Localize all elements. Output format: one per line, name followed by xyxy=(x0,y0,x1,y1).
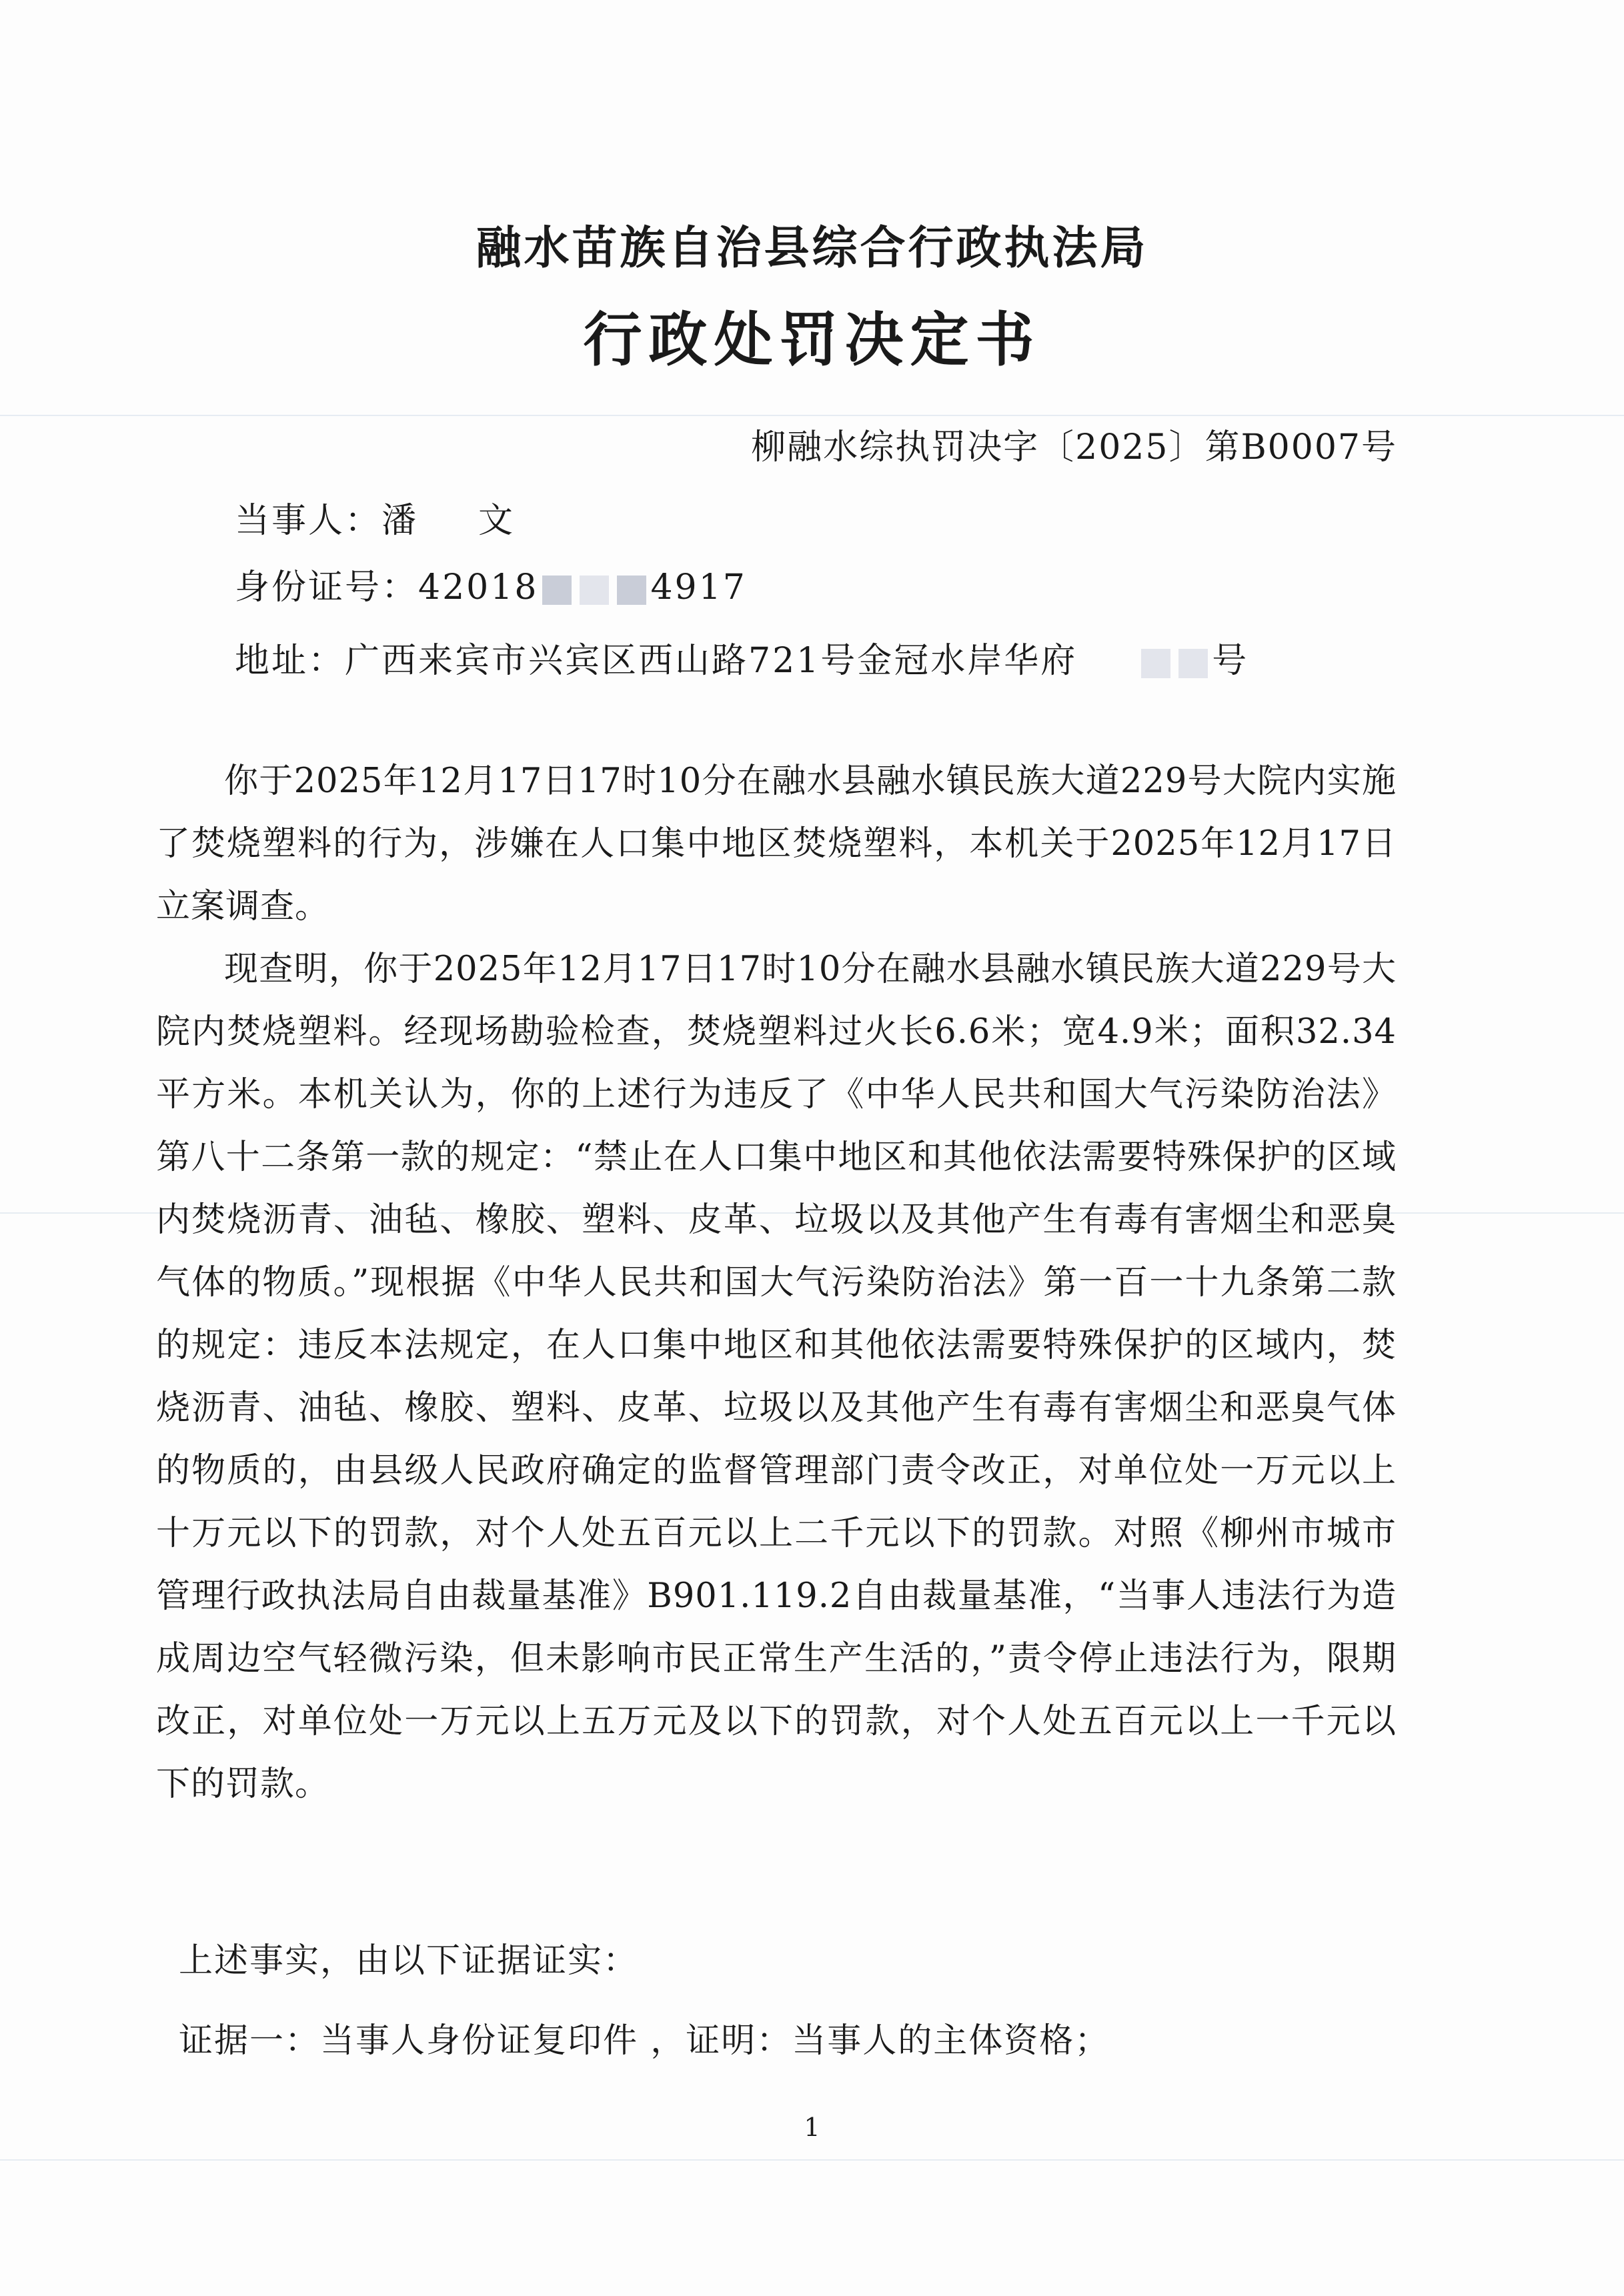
page-number: 1 xyxy=(804,2113,820,2142)
evidence-item-1: 证据一：当事人身份证复印件 ，证明：当事人的主体资格； xyxy=(179,2021,1110,2061)
evidence-intro: 上述事实，由以下证据证实： xyxy=(179,1941,639,1981)
party-name-first: 潘 xyxy=(381,501,419,541)
scan-artifact-line xyxy=(0,415,1624,416)
party-address-label: 地址： xyxy=(235,641,345,681)
decision-body xyxy=(156,750,1397,1816)
findings-paragraph: 现查明，你于2025年12月17日17时10分在融水县融水镇民族大道229号大院内焚烧塑料。经现场勘验检查，焚烧塑料过火长6.6米；宽4.9米；面积32.34平方米。本机关认为，你的上述行为违反了《中华人民共和国大气污染防治法》第八十二条第一款的规定：“禁止在人口集中地区和其他依法需要特殊保护的区域内焚烧沥青、油毡、橡胶、塑料、皮革、垃圾以及其他产生有毒有害烟尘和恶臭气体的物质。”现根据《中华人民共和国大气污染防治法》第一百一十九条第二款的规定：违反本法规定，在人口集中地区和其他依法需要特殊保护的区域内，焚烧沥青、油毡、橡胶、塑料、皮革、垃圾以及其他产生有毒有害烟尘和恶臭气体的物质的，由县级人民政府确定的监督管理部门责令改正，对单位处一万元以上十万元以下的罚款，对个人处五百元以上二千元以下的罚款。对照《柳州市城市管理行政执法局自由裁量基准》B901.119.2自由裁量基准，“当事人违法行为造成周边空气轻微污染，但未影响市民正常生产生活的，”责令停止违法行为，限期改正，对单位处一万元以上五万元及以下的罚款，对个人处五百元以上一千元以下的罚款。 xyxy=(156,950,1397,1804)
party-name-last: 文 xyxy=(478,501,516,541)
party-id-prefix: 42018 xyxy=(418,567,539,608)
redaction-block xyxy=(580,576,609,605)
party-name-label: 当事人： xyxy=(235,501,382,541)
facts-paragraph: 你于2025年12月17日17时10分在融水县融水镇民族大道229号大院内实施了焚烧塑料的行为，涉嫌在人口集中地区焚烧塑料，本机关于2025年12月17日立案调查。 xyxy=(156,762,1397,926)
party-address-suffix: 号 xyxy=(1212,641,1249,681)
party-id-suffix: 4917 xyxy=(650,567,747,608)
agency-name: 融水苗族自治县综合行政执法局 xyxy=(476,221,1148,275)
document-number: 柳融水综执罚决字〔2025〕第B0007号 xyxy=(751,427,1397,467)
party-address-field xyxy=(235,632,1249,682)
party-address-value: 广西来宾市兴宾区西山路721号金冠水岸华府 xyxy=(345,641,1078,681)
scan-artifact-line xyxy=(0,2159,1624,2161)
party-name-field xyxy=(235,492,515,542)
redaction-block xyxy=(1178,649,1208,678)
party-id-label: 身份证号： xyxy=(235,567,419,608)
party-id-field xyxy=(235,559,747,609)
redaction-block xyxy=(542,576,572,605)
redaction-block xyxy=(1141,649,1170,678)
redaction-block xyxy=(617,576,646,605)
document-title: 行政处罚决定书 xyxy=(583,305,1041,374)
